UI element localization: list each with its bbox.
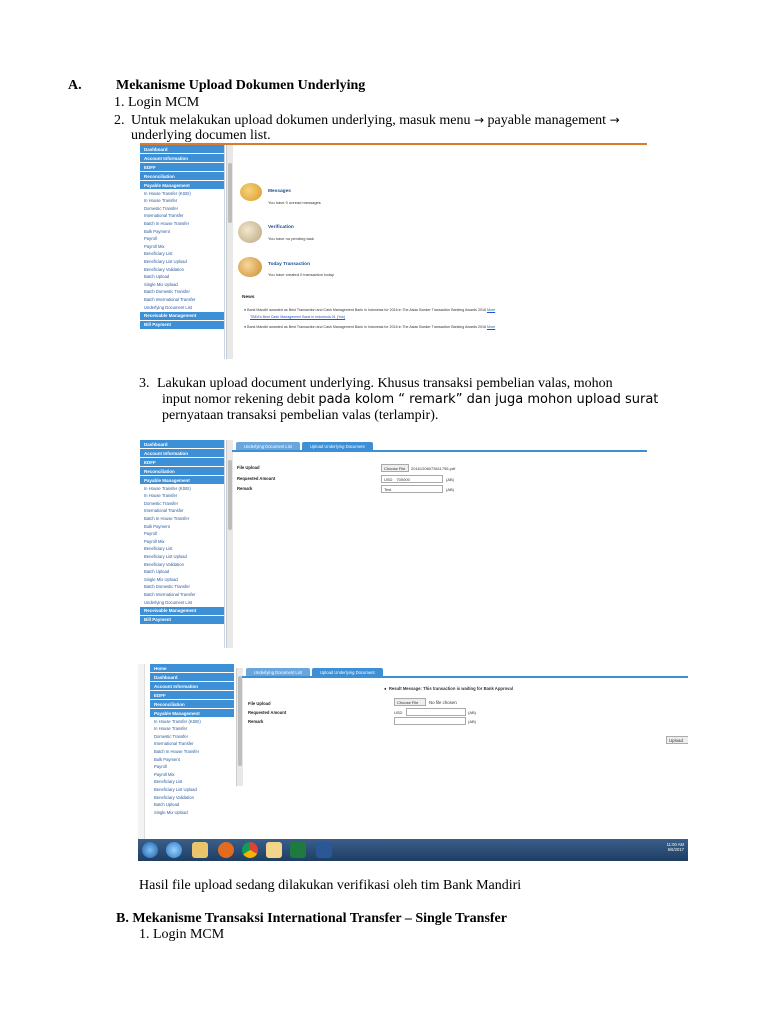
messages-title: Messages	[268, 189, 291, 194]
upload-button[interactable]: Upload	[666, 736, 688, 744]
sidebar-item[interactable]: Batch Domestic Transfer	[144, 289, 190, 295]
news-title: News	[242, 295, 255, 300]
sidebar-item[interactable]: Payroll	[144, 236, 157, 242]
sidebar-item[interactable]: Payroll Mix	[144, 243, 165, 249]
remark-label: Remark	[237, 486, 253, 491]
sidebar-menu	[140, 145, 225, 359]
sidebar-item[interactable]: Single Mix Upload	[144, 281, 178, 287]
scrollbar[interactable]	[226, 145, 233, 359]
tab-underlying-document-list[interactable]: Underlying Document List	[236, 442, 300, 450]
sidebar-item[interactable]: Reconciliation	[140, 172, 224, 181]
sidebar-item[interactable]: EDFF	[140, 458, 224, 467]
result-message	[384, 686, 513, 691]
scrollbar[interactable]	[236, 668, 243, 786]
sidebar-item[interactable]: Single Mix Upload	[144, 576, 178, 582]
news-item-2	[244, 325, 495, 329]
sidebar-item[interactable]: Underlying Document List	[144, 304, 192, 310]
sidebar-item[interactable]: Payable Management	[140, 181, 224, 190]
requested-amount-input[interactable]	[406, 708, 466, 716]
sidebar-item[interactable]: Payable Management	[150, 709, 234, 718]
chrome-icon[interactable]	[242, 842, 258, 858]
today-transaction-title: Today Transaction	[268, 262, 311, 267]
left-frame-bar	[138, 664, 145, 839]
sidebar-item[interactable]: Beneficiary Validation	[144, 561, 184, 567]
sidebar-item[interactable]: Single Mix Upload	[154, 809, 188, 815]
remark-hint: (AB)	[446, 487, 454, 492]
sidebar-item[interactable]: Account Information	[150, 682, 234, 691]
sidebar-item[interactable]: Batch Upload	[144, 569, 170, 575]
sidebar-item[interactable]: In House Transfer (KSEI)	[154, 718, 201, 724]
sidebar-item[interactable]: Account Information	[140, 154, 224, 163]
tab-bar	[236, 442, 373, 450]
sidebar-item[interactable]: Domestic Transfer	[144, 205, 178, 211]
tab-underline	[242, 676, 688, 678]
file-upload-label: File Upload	[248, 701, 271, 706]
sidebar-item[interactable]: Receivable Management	[140, 312, 224, 321]
word-icon[interactable]	[316, 842, 332, 858]
verification-text: You have no pending task	[268, 236, 314, 241]
sidebar-item[interactable]: Beneficiary List	[144, 251, 173, 257]
internet-explorer-icon[interactable]	[166, 842, 182, 858]
sidebar-item[interactable]: Bill Payment	[140, 321, 224, 330]
bullet-icon: ●	[384, 686, 389, 691]
sidebar-item[interactable]: In House Transfer	[144, 198, 178, 204]
step-3-text-2a: input nomor rekening debit	[162, 392, 319, 407]
tab-upload-underlying-document[interactable]: Upload Underlying Document	[312, 668, 383, 676]
step-3-text-2b: pada kolom	[318, 392, 395, 407]
bullet-icon: ●	[244, 308, 248, 312]
sidebar-item[interactable]: EDFF	[140, 163, 224, 172]
excel-icon[interactable]	[290, 842, 306, 858]
remark-hint: (AB)	[468, 719, 476, 724]
section-a-letter: A.	[68, 78, 82, 93]
sidebar-item[interactable]: Payroll Mix	[154, 771, 175, 777]
step-3-line-1	[139, 376, 613, 392]
sidebar-item[interactable]: In House Transfer	[144, 493, 178, 499]
sidebar-item[interactable]: Dashboard	[140, 440, 224, 449]
sidebar-item[interactable]: International Transfer	[144, 213, 184, 219]
sidebar-item[interactable]: Home	[150, 664, 234, 673]
sidebar-item[interactable]: Payroll Mix	[144, 538, 165, 544]
sidebar-item[interactable]: Receivable Management	[140, 607, 224, 616]
tab-underlying-document-list[interactable]: Underlying Document List	[246, 668, 310, 676]
section-a-title: Mekanisme Upload Dokumen Underlying	[116, 78, 366, 93]
verification-icon	[238, 221, 262, 243]
file-upload-label: File Upload	[237, 465, 260, 470]
messages-text: You have 0 unread messages	[268, 200, 321, 205]
news-item-1-text: Bank Mandiri awarded as Best Transaction and Cash Management Bank in Indonesia for 2016 in The Asian Banker Transaction Banking Awards 2016	[247, 308, 487, 312]
remark-input[interactable]: Test	[381, 485, 443, 493]
choose-file-button[interactable]: Choose File	[394, 698, 426, 706]
arrow-right-icon: →	[473, 113, 485, 127]
sidebar-item[interactable]: Bill Payment	[140, 616, 224, 625]
amount-value[interactable]: 700000	[396, 476, 410, 482]
sidebar-item[interactable]: In House Transfer (KSEI)	[144, 190, 191, 196]
step-3-line-3: pernyataan transaksi pembelian valas (terlampir).	[162, 408, 439, 423]
sidebar-item[interactable]: Batch In House Transfer	[144, 516, 190, 522]
requested-amount-field	[381, 475, 443, 483]
today-transaction-text: You have created 0 transaction today	[268, 272, 334, 277]
sidebar-item[interactable]: Underlying Document List	[144, 599, 192, 605]
sidebar-item[interactable]: Batch In House Transfer	[144, 221, 190, 227]
sidebar-item[interactable]: Reconciliation	[150, 700, 234, 709]
upload-result-caption: Hasil file upload sedang dilakukan verifikasi oleh tim Bank Mandiri	[139, 878, 522, 893]
currency-label: USD	[394, 710, 403, 715]
sidebar-item[interactable]: Bulk Payment	[144, 228, 170, 234]
sidebar-item[interactable]: Batch International Transfer	[144, 297, 196, 302]
start-button-icon[interactable]	[142, 842, 158, 858]
amount-hint: (AB)	[446, 477, 454, 482]
step-3-line-2	[162, 392, 658, 408]
sidebar-item[interactable]: Batch Upload	[154, 802, 180, 808]
news-item-1-link-2[interactable]: TBEA’s Best Cash Management Bank in Indonesia 01 (Yuk)	[250, 315, 346, 319]
sidebar-item[interactable]: Account Information	[140, 449, 224, 458]
currency-label: USD	[384, 476, 393, 482]
tab-underline	[232, 450, 647, 452]
requested-amount-label: Requested Amount	[237, 476, 276, 481]
screenshot-upload-result	[138, 664, 688, 861]
result-message-text: Result Message: This transaction is waiting for Bank Approval	[388, 686, 513, 691]
envelope-icon	[240, 183, 262, 201]
sidebar-item[interactable]: Domestic Transfer	[144, 500, 178, 506]
step-3-text-2d: dan juga mohon upload surat	[466, 392, 659, 407]
step-1: 1. Login MCM	[114, 95, 200, 110]
step-2	[114, 112, 620, 129]
screenshot-upload-form	[140, 440, 647, 648]
news-item-2-link[interactable]: More	[486, 325, 496, 329]
sidebar-item[interactable]: Beneficiary List Upload	[144, 259, 187, 265]
clock-time: 11:00 AM	[666, 842, 684, 847]
sidebar-item[interactable]: Batch Domestic Transfer	[144, 584, 190, 590]
sidebar-menu	[140, 440, 225, 648]
verification-title: Verification	[268, 225, 294, 230]
requested-amount-label: Requested Amount	[248, 710, 287, 715]
sidebar-item[interactable]: International Transfer	[144, 508, 184, 514]
section-b-title: B. Mekanisme Transaksi International Transfer – Single Transfer	[116, 911, 507, 926]
sidebar-item[interactable]: Batch International Transfer	[144, 592, 196, 597]
bullet-icon: ●	[244, 325, 248, 329]
step-2-number: 2.	[114, 113, 125, 128]
sidebar-item[interactable]: In House Transfer	[154, 726, 188, 732]
sidebar-item[interactable]: Beneficiary Validation	[154, 794, 194, 800]
arrow-right-icon: →	[609, 113, 620, 127]
step-3-text-2c: “ remark”	[394, 392, 467, 407]
screenshot-dashboard	[140, 143, 647, 359]
sidebar-item[interactable]: Dashboard	[140, 145, 224, 154]
sidebar-item[interactable]: Beneficiary List Upload	[144, 554, 187, 560]
sidebar-item[interactable]: Bulk Payment	[154, 756, 180, 762]
tab-bar	[246, 668, 383, 676]
sidebar-item[interactable]: Beneficiary List	[154, 779, 183, 785]
sidebar-item[interactable]: Batch Upload	[144, 274, 170, 280]
sidebar-item[interactable]: Bulk Payment	[144, 523, 170, 529]
sidebar-item[interactable]: Beneficiary Validation	[144, 266, 184, 272]
news-item-1	[244, 308, 495, 312]
sidebar-item[interactable]: In House Transfer (KSEI)	[144, 485, 191, 491]
sidebar-item[interactable]: Dashboard	[150, 673, 234, 682]
news-item-1-link[interactable]: More	[486, 308, 496, 312]
choose-file-button[interactable]: Choose File	[381, 464, 409, 472]
sidebar-item[interactable]: International Transfer	[154, 741, 194, 747]
amount-hint: (AB)	[468, 710, 476, 715]
windows-taskbar	[138, 839, 688, 861]
media-player-icon[interactable]	[218, 842, 234, 858]
sidebar-item[interactable]: Batch In House Transfer	[154, 749, 200, 755]
folder-icon[interactable]	[266, 842, 282, 858]
no-file-chosen: No file chosen	[429, 700, 457, 705]
news-item-2-text: Bank Mandiri awarded as Best Transaction and Cash Management Bank in Indonesia for 2016 in The Asian Banker Transaction Banking Awards 2016	[247, 325, 487, 329]
sidebar-item[interactable]: Payroll	[154, 764, 167, 770]
sidebar-menu	[150, 664, 234, 861]
step-2-text-a: Untuk melakukan upload dokumen underlying, masuk menu	[131, 113, 471, 128]
sidebar-item[interactable]: Reconciliation	[140, 467, 224, 476]
clock	[667, 842, 684, 852]
transaction-icon	[238, 257, 262, 277]
tab-upload-underlying-document[interactable]: Upload Underlying Document	[302, 442, 373, 450]
scrollbar[interactable]	[226, 440, 233, 648]
remark-input[interactable]	[394, 717, 466, 725]
step-3-text-1: Lakukan upload document underlying. Khusus transaksi pembelian valas, mohon	[157, 376, 613, 391]
clock-date: 6/6/2017	[667, 847, 684, 852]
sidebar-item[interactable]: Domestic Transfer	[154, 733, 188, 739]
step-3-number: 3.	[139, 376, 150, 391]
sidebar-item[interactable]: Payroll	[144, 531, 157, 537]
sidebar-item[interactable]: EDFF	[150, 691, 234, 700]
file-explorer-icon[interactable]	[192, 842, 208, 858]
sidebar-item[interactable]: Payable Management	[140, 476, 224, 485]
remark-label: Remark	[248, 719, 264, 724]
file-name: 20161206073611755.pdf	[411, 466, 456, 471]
section-b-step-1: 1. Login MCM	[139, 927, 225, 942]
step-2-text-b: payable management	[487, 113, 607, 128]
sidebar-item[interactable]: Beneficiary List	[144, 546, 173, 552]
step-2-continued: underlying documen list.	[131, 128, 271, 143]
sidebar-item[interactable]: Beneficiary List Upload	[154, 787, 197, 793]
